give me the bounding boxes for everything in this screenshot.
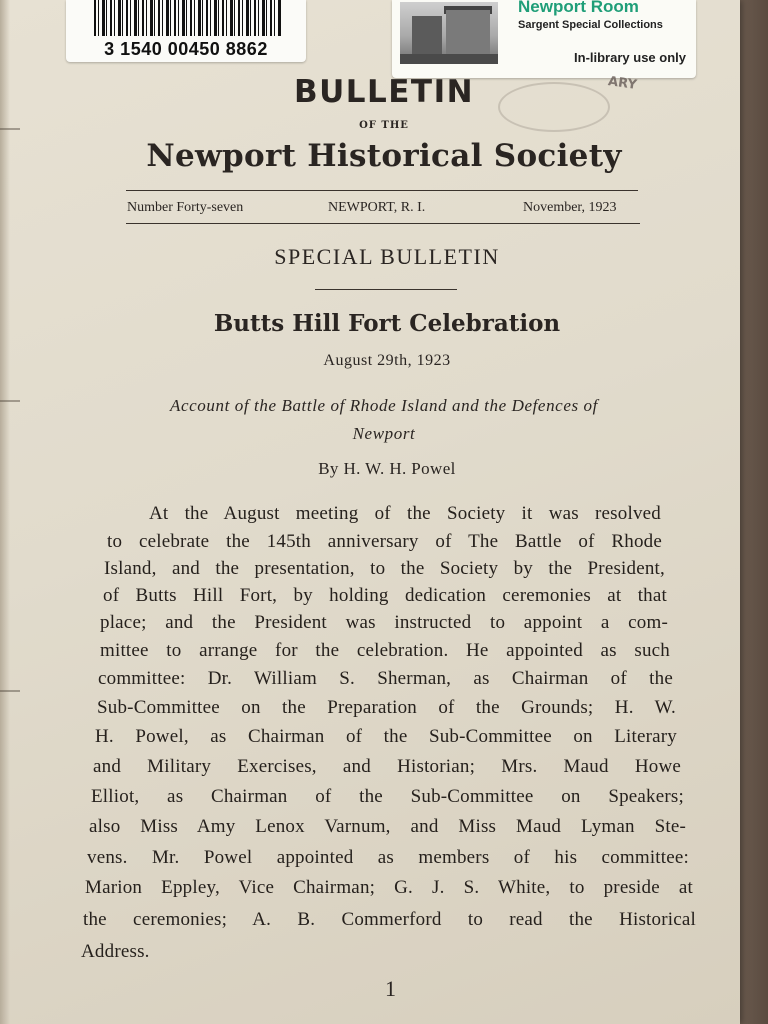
room-title: Newport Room — [518, 0, 639, 16]
body-line: Sub-Committee on the Preparation of the Grounds; H. W. — [97, 697, 676, 718]
article-subtitle-line: Newport — [352, 424, 416, 443]
article-subtitle-line: Account of the Battle of Rhode Island and the Defences of — [170, 396, 598, 415]
body-line: Address. — [81, 941, 150, 962]
body-line: Marion Eppley, Vice Chairman; G. J. S. White, to preside at — [85, 877, 693, 898]
bottom-rule — [126, 223, 640, 224]
byline: By H. W. H. Powel — [318, 459, 456, 478]
body-line: mittee to arrange for the celebration. He appointed as such — [100, 640, 670, 661]
body-line: At the August meeting of the Society it was resolved — [149, 503, 661, 524]
article-title: Butts Hill Fort Celebration — [213, 310, 561, 337]
top-rule — [126, 190, 638, 191]
barcode-sticker — [66, 0, 306, 62]
issue-place: NEWPORT, R. I. — [328, 200, 426, 215]
issue-date: November, 1923 — [523, 200, 617, 215]
body-line: to celebrate the 145th anniversary of The Battle of Rhode — [107, 531, 662, 552]
stamp-fragment: ARY — [607, 74, 638, 93]
edge-mark — [0, 690, 20, 692]
body-line: place; and the President was instructed to appoint a com- — [100, 612, 668, 633]
body-line: H. Powel, as Chairman of the Sub-Committee on Literary — [95, 726, 677, 747]
body-line: and Military Exercises, and Historian; Mrs. Maud Howe — [93, 756, 681, 777]
building-photo-icon — [400, 2, 498, 64]
masthead-title: BULLETIN — [293, 74, 475, 110]
room-subtitle: Sargent Special Collections — [518, 19, 663, 31]
body-line: Island, and the presentation, to the Society by the President, — [104, 558, 665, 579]
body-line: vens. Mr. Powel appointed as members of his committee: — [87, 847, 689, 868]
collection-sticker — [392, 0, 696, 78]
barcode-icon — [94, 0, 282, 36]
society-name: Newport Historical Society — [146, 138, 622, 174]
room-use-note: In-library use only — [574, 50, 686, 65]
body-line: also Miss Amy Lenox Varnum, and Miss Maud Lyman Ste- — [89, 816, 686, 837]
body-line: of Butts Hill Fort, by holding dedication ceremonies at that — [103, 585, 667, 606]
page-number: 1 — [385, 976, 396, 1001]
body-line: the ceremonies; A. B. Commerford to read the Historical — [83, 909, 696, 930]
body-line: committee: Dr. William S. Sherman, as Chairman of the — [98, 668, 673, 689]
barcode-number: 3 1540 00450 8862 — [104, 39, 268, 59]
issue-number: Number Forty-seven — [127, 200, 244, 215]
article-date: August 29th, 1923 — [323, 352, 451, 369]
special-bulletin-heading: SPECIAL BULLETIN — [274, 244, 500, 269]
heading-divider — [315, 289, 457, 290]
article-subtitle — [0, 392, 768, 448]
masthead-of-the: OF THE — [359, 120, 409, 131]
body-line: Elliot, as Chairman of the Sub-Committee on Speakers; — [91, 786, 684, 807]
